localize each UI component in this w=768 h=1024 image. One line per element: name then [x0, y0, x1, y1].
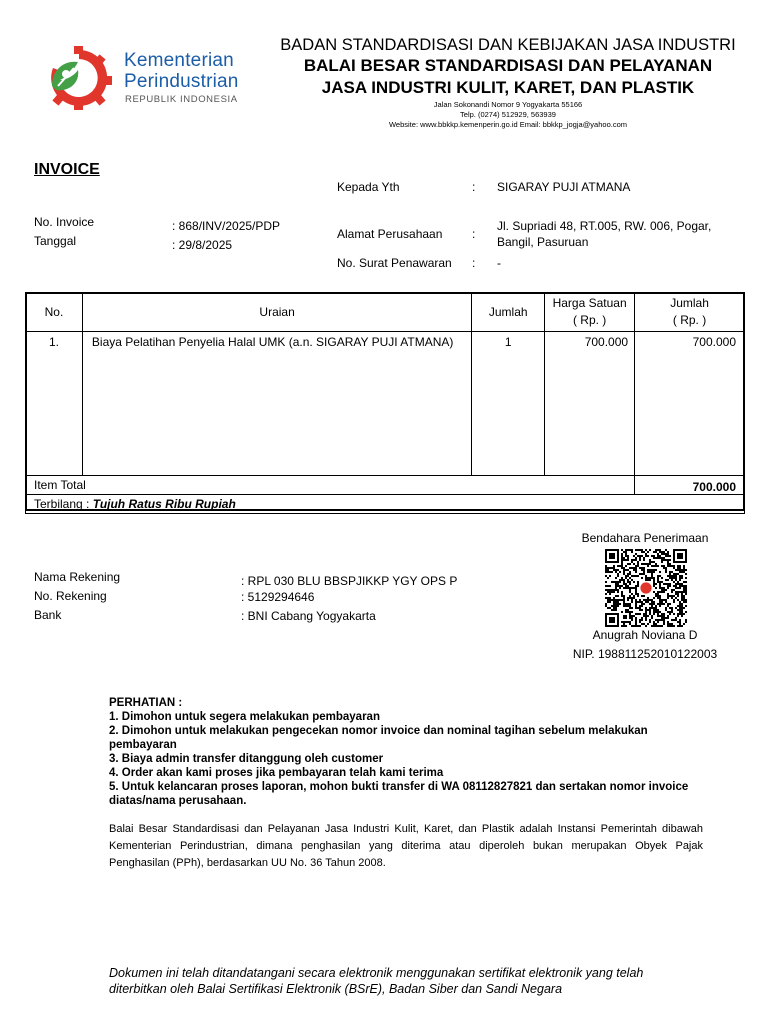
recipient-to-value: SIGARAY PUJI ATMANA	[497, 180, 631, 194]
recipient-address-label: Alamat Perusahaan	[337, 227, 443, 241]
qr-code-icon	[605, 549, 687, 627]
item-total-label: Item Total	[26, 476, 635, 495]
colon: :	[472, 180, 476, 194]
bank-name-label: Nama Rekening	[34, 570, 121, 584]
recipient-address-line1: Jl. Supriadi 48, RT.005, RW. 006, Pogar,	[497, 219, 712, 233]
header-web: Website: www.bbkkp.kemenperin.go.id Email: bbkkp_jogja@yahoo.com	[388, 120, 627, 129]
recipient-offer-label: No. Surat Penawaran	[337, 256, 452, 270]
row-total: 700.000	[635, 332, 745, 476]
logo-text-perindustrian: Perindustrian	[124, 71, 239, 92]
bank-no-label: No. Rekening	[34, 589, 107, 603]
col-header-price-line2: ( Rp. )	[572, 313, 607, 327]
header-phone: Telp. (0274) 512929, 563939	[460, 110, 556, 119]
row-no: 1.	[26, 332, 83, 476]
row-qty: 1	[472, 332, 545, 476]
header-office: BALAI BESAR STANDARDISASI DAN PELAYANAN	[303, 56, 713, 75]
col-header-total	[635, 293, 745, 332]
notice-item: 2. Dimohon untuk melakukan pengecekan nomor invoice dan nominal tagihan sebelum melakukan pembayaran	[109, 725, 648, 751]
invoice-date-label: Tanggal	[34, 234, 77, 248]
esign-footer-line1: Dokumen ini telah ditandatangani secara elektronik menggunakan sertifikat elektronik yang telah	[109, 966, 644, 980]
invoice-title: INVOICE	[34, 161, 100, 178]
bank-name-value: : RPL 030 BLU BBSPJIKKP YGY OPS P	[241, 574, 458, 588]
invoice-date-value: : 29/8/2025	[172, 238, 233, 252]
table-row	[26, 332, 745, 476]
header-agency: BADAN STANDARDISASI DAN KEBIJAKAN JASA INDUSTRI	[280, 36, 736, 54]
bank-no-value: : 5129294646	[241, 590, 315, 604]
esign-footer	[109, 965, 709, 997]
notice-item: 4. Order akan kami proses jika pembayaran telah kami terima	[109, 767, 444, 779]
spelled-total-label: Terbilang :	[34, 497, 93, 511]
col-header-price-line1: Harga Satuan	[552, 296, 627, 310]
col-header-desc: Uraian	[82, 293, 471, 332]
notice-title: PERHATIAN :	[109, 697, 183, 709]
col-header-no: No.	[26, 293, 83, 332]
notice-block	[109, 696, 709, 808]
recipient-offer-value: -	[497, 256, 501, 270]
item-total-row	[26, 476, 745, 495]
row-price: 700.000	[545, 332, 635, 476]
recipient-to-label: Kepada Yth	[337, 180, 400, 194]
signature-nip: NIP. 198811252010122003	[572, 647, 718, 661]
col-header-total-line1: Jumlah	[670, 296, 709, 310]
table-header-row	[26, 293, 745, 332]
ministry-logo	[44, 44, 254, 110]
recipient-address-line2: Bangil, Pasuruan	[497, 235, 589, 249]
gear-leaf-logo-icon	[44, 46, 114, 110]
colon: :	[472, 256, 476, 270]
col-header-qty: Jumlah	[472, 293, 545, 332]
spelled-total-row	[26, 495, 745, 514]
tax-note: Balai Besar Standardisasi dan Pelayanan Jasa Industri Kulit, Karet, dan Plastik adalah Instansi Pemerintah dibawah Kementerian Perindustrian, dimana penghasilan yang diterima atau diperoleh bukan merupakan Obyek Pajak Penghasilan (PPh), berdasarkan UU No. 36 Tahun 2008.	[109, 823, 703, 869]
bank-label: Bank	[34, 608, 62, 622]
col-header-total-line2: ( Rp. )	[672, 313, 707, 327]
spelled-total	[26, 495, 745, 514]
invoice-items-table	[25, 292, 745, 514]
bank-value: : BNI Cabang Yogyakarta	[241, 609, 376, 623]
signature-name: Anugrah Noviana D	[592, 628, 698, 642]
logo-text-republik: REPUBLIK INDONESIA	[125, 94, 238, 105]
invoice-no-label: No. Invoice	[34, 215, 95, 229]
notice-item: diatas/nama perusahaan.	[109, 795, 247, 807]
notice-item: 3. Biaya admin transfer ditanggung oleh customer	[109, 753, 384, 765]
col-header-price	[545, 293, 635, 332]
spelled-total-value: Tujuh Ratus Ribu Rupiah	[92, 497, 236, 511]
invoice-no-value: : 868/INV/2025/PDP	[172, 219, 281, 233]
header-address: Jalan Sokonandi Nomor 9 Yogyakarta 55166	[433, 100, 583, 109]
colon: :	[472, 227, 476, 241]
esign-footer-line2: diterbitkan oleh Balai Sertifikasi Elektronik (BSrE), Badan Siber dan Sandi Negara	[109, 982, 563, 996]
item-total-value: 700.000	[635, 476, 745, 495]
notice-item: 5. Untuk kelancaran proses laporan, mohon bukti transfer di WA 08112827821 dan sertakan nomor invoice	[109, 781, 689, 793]
header-office-sub: JASA INDUSTRI KULIT, KARET, DAN PLASTIK	[321, 78, 695, 97]
signature-title: Bendahara Penerimaan	[581, 531, 709, 545]
logo-text-kementerian: Kementerian	[124, 50, 234, 71]
row-desc: Biaya Pelatihan Penyelia Halal UMK (a.n. SIGARAY PUJI ATMANA)	[82, 332, 471, 476]
notice-item: 1. Dimohon untuk segera melakukan pembayaran	[109, 711, 380, 723]
